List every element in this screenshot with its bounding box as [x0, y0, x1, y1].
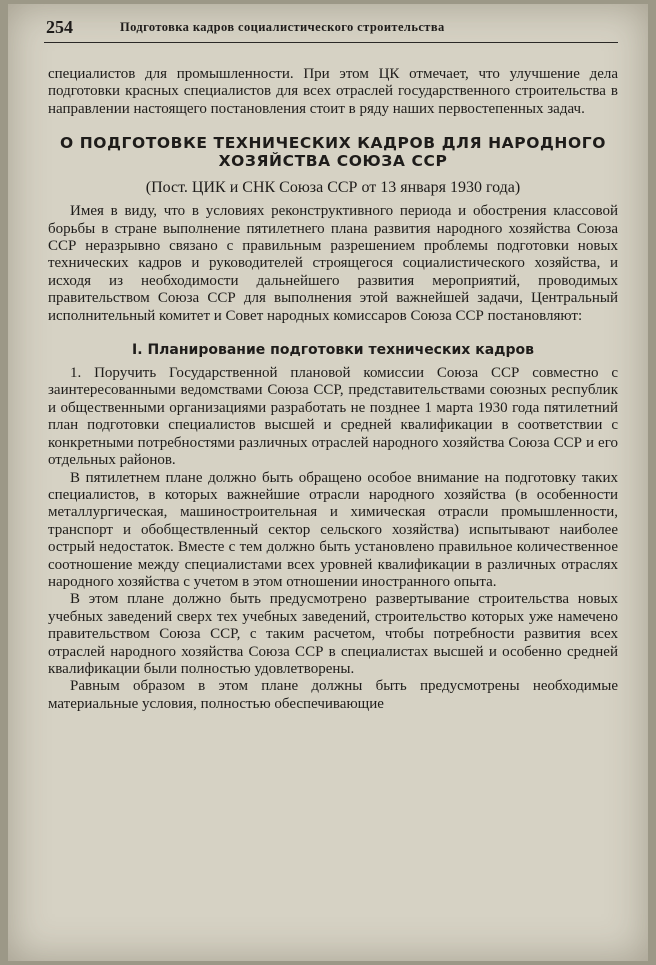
document-title: О ПОДГОТОВКЕ ТЕХНИЧЕСКИХ КАДРОВ ДЛЯ НАРОДНОГО ХОЗЯЙСТВА СОЮЗА ССР [59, 134, 607, 171]
document-source: (Пост. ЦИК и СНК Союза ССР от 13 января 1930 года) [145, 179, 521, 197]
paragraph-4: Равным образом в этом плане должны быть предусмотрены необходимые материальные условия, полностью обеспечивающие [48, 678, 618, 712]
paragraph-3: В этом плане должно быть предусмотрено развертывание строительства новых учебных заведений сверх тех учебных заведений, строительство которых уже намечено правительством Союза ССР, с таким расчетом, чтобы потребности развития всех отраслей народного хозяйства Союза ССР в специалистах высшей и особенно средней квалификации были полностью удовлетворены. [48, 591, 618, 677]
preamble-paragraph: Имея в виду, что в условиях реконструктивного периода и обострения классовой борьбы в стране выполнение пятилетнего плана развития народного хозяйства Союза ССР неразрывно связано с правильным разрешением проблемы подготовки новых технических кадров и руководителей строящегося социалистического хозяйства, и исходя из необходимости дальнейшего развития мероприятий, проводимых правительством Союза ССР для выполнения этой важнейшей задачи, Центральный исполнительный комитет и Совет народных комиссаров Союза ССР постановляют: [48, 203, 618, 324]
body-text [48, 66, 618, 713]
section-heading: I. Планирование подготовки технических кадров [132, 342, 534, 359]
intro-paragraph: специалистов для промышленности. При этом ЦК отмечает, что улучшение дела подготовки красных специалистов для всех отраслей государственного строительства в направлении настоящего постановления стоит в ряду наших первостепенных задач. [48, 66, 618, 117]
book-page [8, 4, 648, 961]
running-title: Подготовка кадров социалистического строительства [120, 20, 445, 34]
paragraph-2: В пятилетнем плане должно быть обращено особое внимание на подготовку таких специалистов, в которых важнейшие отрасли народного хозяйства (в особенности металлургическая, машиностроительная и химическая отрасли промышленности, транспорт и обобществленный сектор сельского хозяйства) испытывают наиболее острый недостаток. Вместе с тем должно быть установлено правильное количественное соотношение между специалистами всех уровней квалификации в различных отраслях народного хозяйства с учетом в этом отношении иностранного опыта. [48, 469, 618, 590]
paragraph-1: 1. Поручить Государственной плановой комиссии Союза ССР совместно с заинтересованными ведомствами Союза ССР, представительствами союзных республик и общественными организациями разработать не позднее 1 марта 1930 года пятилетний план подготовки специалистов высшей и средней квалификации в соответствии с конкретными потребностями различных отраслей народного хозяйства Союза ССР и его отдельных районов. [48, 365, 618, 469]
page-number: 254 [46, 17, 73, 37]
running-head [44, 14, 618, 43]
